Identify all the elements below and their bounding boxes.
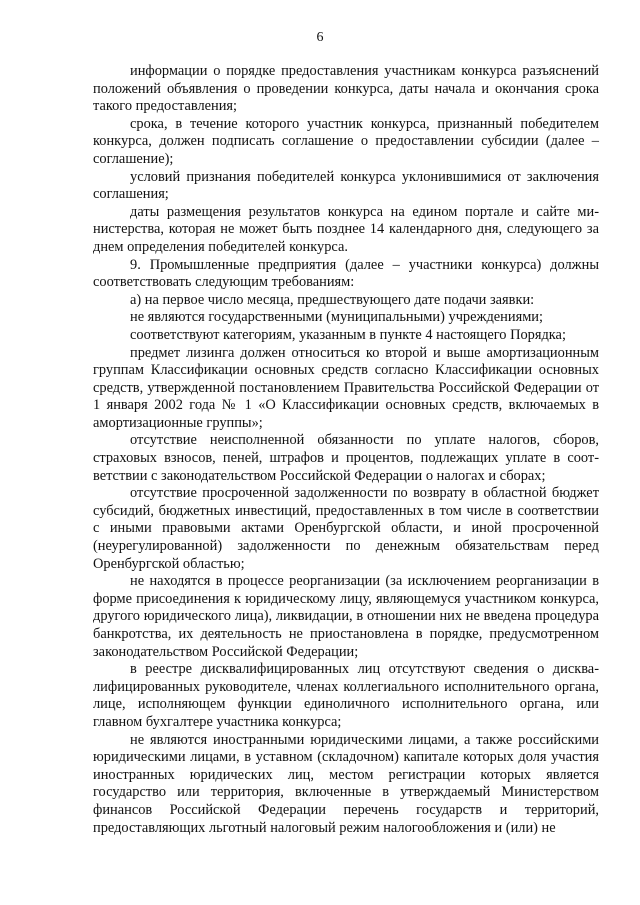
paragraph: информации о порядке предоставления участникам конкурса разъяснений положений объявления о проведении конкурса, даты начала и окончания срока такого предоставления; (93, 63, 599, 115)
document-body (93, 63, 599, 837)
paragraph: срока, в течение которого участник конкурса, признанный победителем конкурса, должен подписать соглашение о предоставлении субсидии (далее – соглашение); (93, 115, 599, 167)
paragraph: отсутствие неисполненной обязанности по уплате налогов, сборов, страховых взносов, пеней, штрафов и процентов, подлежащих уплате в соответствии с законодательством Российской Федерации о налогах и сборах; (93, 432, 599, 484)
paragraph: предмет лизинга должен относиться ко второй и выше амортизационным группам Классификации основных средств согласно Классификации основных средств, утвержденной постановлением Правительства Российской Федерации от 1 января 2002 года № 1 «О Классификации основных средств, включаемых в амортизационные группы»; (93, 344, 599, 431)
paragraph: не являются государственными (муниципальными) учреждениями; (130, 309, 543, 326)
paragraph: 9. Промышленные предприятия (далее – участники конкурса) должны соответствовать следующим требованиям: (93, 256, 599, 291)
paragraph: в реестре дисквалифицированных лиц отсутствуют сведения о дисквалифицированных руководителе, членах коллегиального исполнительного органа, лице, исполняющем функции единоличного исполнительного органа, или главном бухгалтере участника конкурса; (93, 661, 599, 730)
paragraph: а) на первое число месяца, предшествующего дате подачи заявки: (130, 291, 535, 308)
paragraph: не находятся в процессе реорганизации (за исключением реорганизации в форме присоединения к юридическому лицу, являющемуся участником конкурса, другого юридического лица), ликвидации, в отношении них не введена процедура банкротства, их деятельность не приостановлена в порядке, предусмотренном законодательством Российской Федерации; (93, 573, 599, 660)
paragraph: условий признания победителей конкурса уклонившимися от заключения соглашения; (93, 168, 599, 203)
page-number: 6 (316, 30, 324, 45)
paragraph: не являются иностранными юридическими лицами, а также российскими юридическими лицами, в уставном (складочном) капитале которых доля участия иностранных юридических лиц, местом регистрации которых является государство или территория, включенные в утверждаемый Министерством финансов Российской Федерации перечень государств и территорий, предоставляющих льготный налоговый режим налогообложения и (или) не (93, 731, 599, 836)
paragraph: даты размещения результатов конкурса на едином портале и сайте министерства, которая не может быть позднее 14 календарного дня, следующего за днем определения победителей конкурса. (93, 203, 599, 255)
paragraph: отсутствие просроченной задолженности по возврату в областной бюджет субсидий, бюджетных инвестиций, предоставленных в том числе в соответствии с иными правовыми актами Оренбургской области, и иной просроченной (неурегулированной) задолженности по денежным обязательствам перед Оренбургской областью; (93, 485, 599, 572)
paragraph: соответствуют категориям, указанным в пункте 4 настоящего Порядка; (130, 326, 566, 343)
